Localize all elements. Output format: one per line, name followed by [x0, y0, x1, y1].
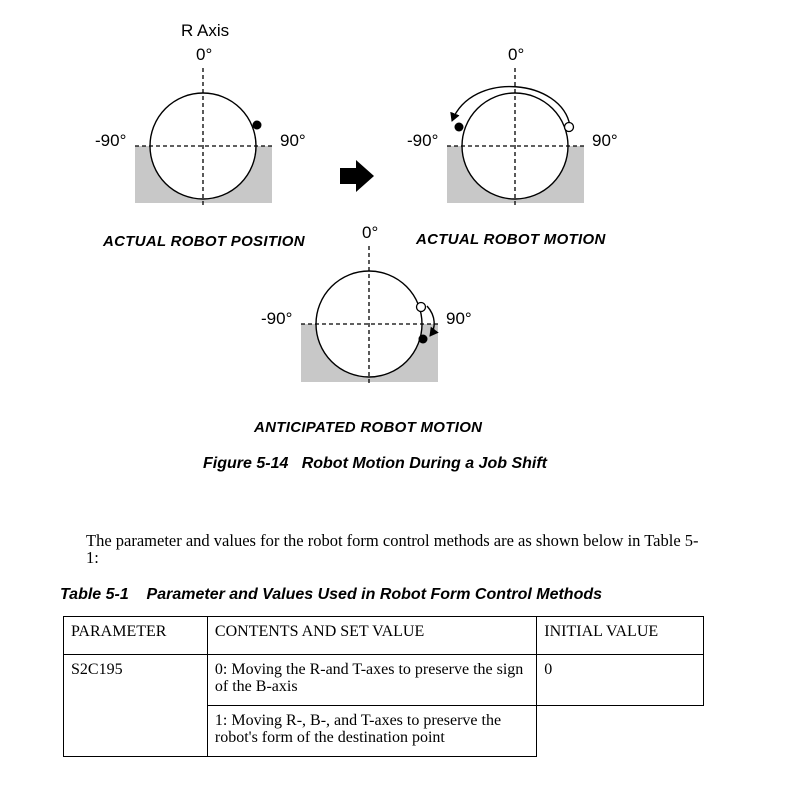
caption-actual-motion: ACTUAL ROBOT MOTION [416, 231, 606, 248]
header-parameter: PARAMETER [64, 617, 208, 655]
robot-position-dot [253, 121, 262, 130]
header-contents: CONTENTS AND SET VALUE [207, 617, 536, 655]
angle-label-minus-90: -90° [407, 131, 439, 150]
angle-label-minus-90: -90° [95, 131, 127, 150]
figure-title: Figure 5-14 Robot Motion During a Job Shift [203, 455, 547, 472]
cell-initial-value: 0 [537, 655, 704, 706]
destination-position-dot [455, 123, 464, 132]
cell-parameter: S2C195 [64, 655, 208, 757]
start-position-circle [565, 123, 574, 132]
angle-label-90: 90° [280, 131, 306, 150]
cell-contents-option-0: 0: Moving the R-and T-axes to preserve the sign of the B-axis [207, 655, 536, 706]
angle-label-0: 0° [508, 45, 525, 64]
angle-label-90: 90° [446, 309, 472, 328]
table-header-row [64, 617, 704, 655]
angle-label-0: 0° [196, 45, 213, 64]
destination-position-dot [419, 335, 428, 344]
angle-label-90: 90° [592, 131, 618, 150]
table-row [64, 655, 704, 706]
transition-arrow-icon [340, 160, 374, 192]
diagram-actual-motion [447, 68, 584, 206]
parameter-table [63, 616, 704, 757]
caption-actual-position: ACTUAL ROBOT POSITION [103, 233, 305, 250]
diagram-anticipated-motion [301, 246, 438, 384]
diagram-actual-position [135, 68, 272, 206]
cell-contents-option-1: 1: Moving R-, B-, and T-axes to preserve the robot's form of the destination point [207, 706, 536, 757]
caption-anticipated-motion: ANTICIPATED ROBOT MOTION [254, 419, 483, 436]
angle-label-minus-90: -90° [261, 309, 293, 328]
header-initial-value: INITIAL VALUE [537, 617, 704, 655]
table-title: Table 5-1 Parameter and Values Used in Robot Form Control Methods [60, 586, 603, 603]
start-position-circle [417, 303, 426, 312]
angle-label-0: 0° [362, 223, 379, 242]
r-axis-title: R Axis [181, 21, 230, 40]
empty-cell [537, 706, 704, 757]
body-paragraph: The parameter and values for the robot form control methods are as shown below in Table 5-1: [86, 531, 699, 567]
